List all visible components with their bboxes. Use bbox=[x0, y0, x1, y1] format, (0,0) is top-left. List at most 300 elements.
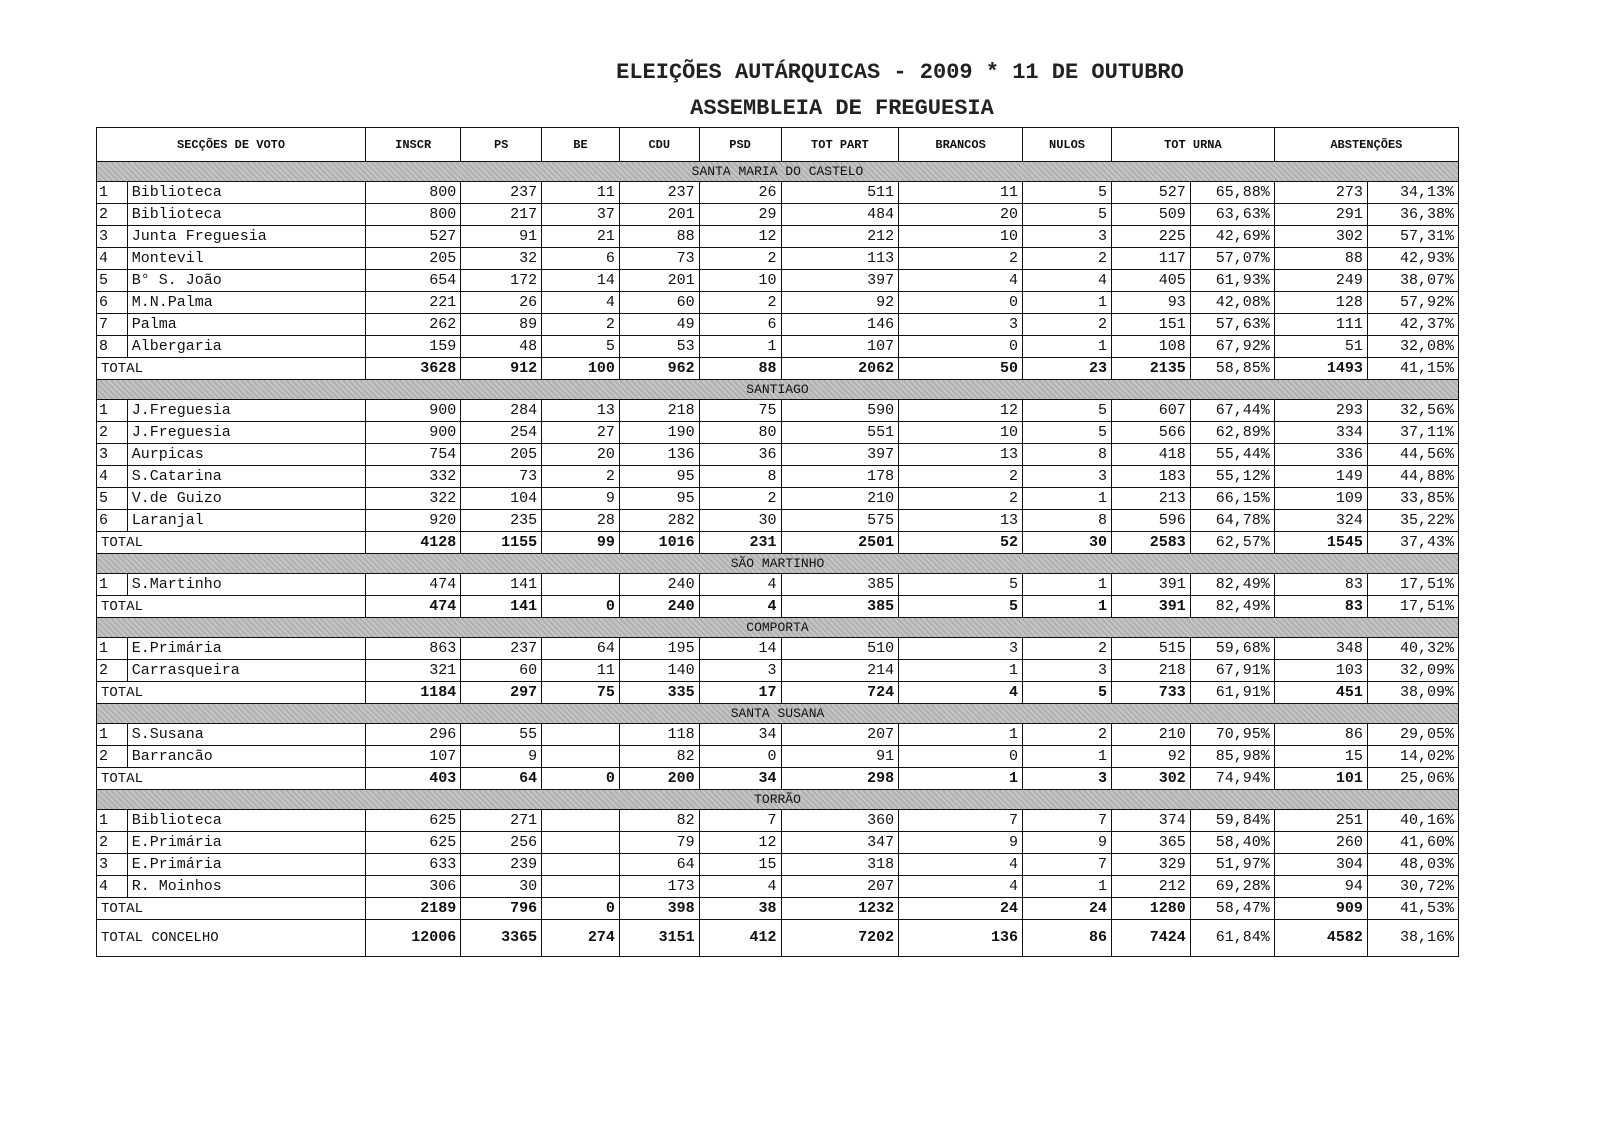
cell-psd: 1 bbox=[699, 336, 781, 358]
cell-psd: 4 bbox=[699, 876, 781, 898]
cell-tot: 590 bbox=[781, 400, 899, 422]
cell-abst: 94 bbox=[1274, 876, 1367, 898]
row-number: 3 bbox=[97, 226, 128, 248]
total-psd: 88 bbox=[699, 358, 781, 380]
cell-psd: 10 bbox=[699, 270, 781, 292]
total-psd: 38 bbox=[699, 898, 781, 920]
cell-inscr: 920 bbox=[366, 510, 461, 532]
cell-ps: 104 bbox=[461, 488, 542, 510]
cell-abst: 86 bbox=[1274, 724, 1367, 746]
total-abst-pct: 38,09% bbox=[1367, 682, 1458, 704]
row-number: 1 bbox=[97, 810, 128, 832]
grand-inscr: 12006 bbox=[366, 920, 461, 957]
cell-cdu: 49 bbox=[619, 314, 699, 336]
table-row bbox=[97, 832, 1459, 854]
cell-urna: 218 bbox=[1112, 660, 1191, 682]
cell-ps: 89 bbox=[461, 314, 542, 336]
total-label: TOTAL bbox=[97, 596, 366, 618]
cell-cdu: 136 bbox=[619, 444, 699, 466]
cell-be bbox=[542, 574, 620, 596]
section-total-row bbox=[97, 768, 1459, 790]
polling-station: R. Moinhos bbox=[127, 876, 365, 898]
cell-inscr: 625 bbox=[366, 810, 461, 832]
row-number: 1 bbox=[97, 182, 128, 204]
total-abst: 83 bbox=[1274, 596, 1367, 618]
total-be: 75 bbox=[542, 682, 620, 704]
cell-urna-pct: 61,93% bbox=[1190, 270, 1274, 292]
cell-nulos: 3 bbox=[1023, 466, 1112, 488]
cell-tot: 397 bbox=[781, 270, 899, 292]
cell-psd: 29 bbox=[699, 204, 781, 226]
cell-psd: 4 bbox=[699, 574, 781, 596]
cell-psd: 12 bbox=[699, 832, 781, 854]
table-row bbox=[97, 854, 1459, 876]
table-body bbox=[97, 162, 1459, 920]
cell-cdu: 237 bbox=[619, 182, 699, 204]
total-tot: 298 bbox=[781, 768, 899, 790]
cell-be bbox=[542, 724, 620, 746]
cell-cdu: 173 bbox=[619, 876, 699, 898]
cell-brancos: 13 bbox=[899, 510, 1023, 532]
cell-abst-pct: 29,05% bbox=[1367, 724, 1458, 746]
total-ps: 64 bbox=[461, 768, 542, 790]
total-inscr: 403 bbox=[366, 768, 461, 790]
cell-nulos: 9 bbox=[1023, 832, 1112, 854]
cell-abst: 128 bbox=[1274, 292, 1367, 314]
cell-nulos: 1 bbox=[1023, 336, 1112, 358]
total-inscr: 2189 bbox=[366, 898, 461, 920]
total-inscr: 1184 bbox=[366, 682, 461, 704]
total-tot: 724 bbox=[781, 682, 899, 704]
cell-tot: 210 bbox=[781, 488, 899, 510]
table-row bbox=[97, 746, 1459, 768]
cell-abst-pct: 14,02% bbox=[1367, 746, 1458, 768]
cell-ps: 141 bbox=[461, 574, 542, 596]
cell-tot: 113 bbox=[781, 248, 899, 270]
cell-be: 20 bbox=[542, 444, 620, 466]
cell-be: 6 bbox=[542, 248, 620, 270]
total-abst: 909 bbox=[1274, 898, 1367, 920]
cell-tot: 360 bbox=[781, 810, 899, 832]
cell-tot: 484 bbox=[781, 204, 899, 226]
cell-tot: 212 bbox=[781, 226, 899, 248]
cell-abst-pct: 36,38% bbox=[1367, 204, 1458, 226]
cell-abst: 251 bbox=[1274, 810, 1367, 832]
row-number: 4 bbox=[97, 248, 128, 270]
cell-ps: 73 bbox=[461, 466, 542, 488]
cell-abst: 88 bbox=[1274, 248, 1367, 270]
cell-abst: 273 bbox=[1274, 182, 1367, 204]
cell-cdu: 82 bbox=[619, 746, 699, 768]
total-abst-pct: 41,53% bbox=[1367, 898, 1458, 920]
cell-abst: 15 bbox=[1274, 746, 1367, 768]
section-header-row bbox=[97, 162, 1459, 182]
cell-abst: 260 bbox=[1274, 832, 1367, 854]
row-number: 5 bbox=[97, 488, 128, 510]
cell-abst-pct: 37,11% bbox=[1367, 422, 1458, 444]
total-label: TOTAL bbox=[97, 768, 366, 790]
grand-ps: 3365 bbox=[461, 920, 542, 957]
section-name: COMPORTA bbox=[97, 618, 1459, 638]
cell-urna-pct: 67,92% bbox=[1190, 336, 1274, 358]
total-urna-pct: 58,47% bbox=[1190, 898, 1274, 920]
total-tot: 2501 bbox=[781, 532, 899, 554]
total-brancos: 4 bbox=[899, 682, 1023, 704]
cell-brancos: 4 bbox=[899, 270, 1023, 292]
cell-nulos: 1 bbox=[1023, 488, 1112, 510]
cell-abst-pct: 57,92% bbox=[1367, 292, 1458, 314]
cell-abst-pct: 32,56% bbox=[1367, 400, 1458, 422]
total-cdu: 962 bbox=[619, 358, 699, 380]
cell-cdu: 218 bbox=[619, 400, 699, 422]
grand-brancos: 136 bbox=[899, 920, 1023, 957]
total-nulos: 3 bbox=[1023, 768, 1112, 790]
cell-urna-pct: 57,07% bbox=[1190, 248, 1274, 270]
cell-urna: 418 bbox=[1112, 444, 1191, 466]
total-ps: 297 bbox=[461, 682, 542, 704]
cell-abst: 348 bbox=[1274, 638, 1367, 660]
cell-inscr: 527 bbox=[366, 226, 461, 248]
row-number: 2 bbox=[97, 746, 128, 768]
table-row bbox=[97, 204, 1459, 226]
table-row bbox=[97, 248, 1459, 270]
cell-urna: 509 bbox=[1112, 204, 1191, 226]
cell-psd: 2 bbox=[699, 248, 781, 270]
cell-urna: 527 bbox=[1112, 182, 1191, 204]
total-label: TOTAL bbox=[97, 358, 366, 380]
cell-brancos: 4 bbox=[899, 854, 1023, 876]
cell-abst: 293 bbox=[1274, 400, 1367, 422]
cell-ps: 256 bbox=[461, 832, 542, 854]
section-header-row bbox=[97, 380, 1459, 400]
cell-tot: 511 bbox=[781, 182, 899, 204]
total-psd: 34 bbox=[699, 768, 781, 790]
grand-urna: 7424 bbox=[1112, 920, 1191, 957]
cell-abst: 51 bbox=[1274, 336, 1367, 358]
table-row bbox=[97, 182, 1459, 204]
cell-cdu: 82 bbox=[619, 810, 699, 832]
cell-abst: 334 bbox=[1274, 422, 1367, 444]
cell-tot: 214 bbox=[781, 660, 899, 682]
cell-tot: 575 bbox=[781, 510, 899, 532]
cell-ps: 254 bbox=[461, 422, 542, 444]
section-total-row bbox=[97, 898, 1459, 920]
cell-ps: 60 bbox=[461, 660, 542, 682]
polling-station: Aurpicas bbox=[127, 444, 365, 466]
cell-be: 37 bbox=[542, 204, 620, 226]
total-urna: 2135 bbox=[1112, 358, 1191, 380]
cell-ps: 235 bbox=[461, 510, 542, 532]
cell-abst-pct: 42,93% bbox=[1367, 248, 1458, 270]
cell-nulos: 2 bbox=[1023, 724, 1112, 746]
polling-station: Junta Freguesia bbox=[127, 226, 365, 248]
row-number: 6 bbox=[97, 292, 128, 314]
results-table bbox=[96, 127, 1459, 957]
total-abst-pct: 41,15% bbox=[1367, 358, 1458, 380]
row-number: 2 bbox=[97, 660, 128, 682]
cell-abst-pct: 34,13% bbox=[1367, 182, 1458, 204]
cell-nulos: 5 bbox=[1023, 182, 1112, 204]
cell-urna: 405 bbox=[1112, 270, 1191, 292]
table-row bbox=[97, 510, 1459, 532]
cell-nulos: 2 bbox=[1023, 248, 1112, 270]
cell-ps: 237 bbox=[461, 182, 542, 204]
cell-tot: 207 bbox=[781, 724, 899, 746]
row-number: 1 bbox=[97, 724, 128, 746]
section-total-row bbox=[97, 596, 1459, 618]
row-number: 5 bbox=[97, 270, 128, 292]
total-urna: 733 bbox=[1112, 682, 1191, 704]
total-urna-pct: 62,57% bbox=[1190, 532, 1274, 554]
grand-be: 274 bbox=[542, 920, 620, 957]
cell-abst-pct: 32,09% bbox=[1367, 660, 1458, 682]
total-inscr: 4128 bbox=[366, 532, 461, 554]
section-header-row bbox=[97, 554, 1459, 574]
cell-inscr: 754 bbox=[366, 444, 461, 466]
total-inscr: 3628 bbox=[366, 358, 461, 380]
header-cdu: CDU bbox=[619, 128, 699, 162]
cell-cdu: 140 bbox=[619, 660, 699, 682]
cell-inscr: 900 bbox=[366, 400, 461, 422]
total-urna-pct: 61,91% bbox=[1190, 682, 1274, 704]
cell-abst-pct: 57,31% bbox=[1367, 226, 1458, 248]
document-title: ELEIÇÕES AUTÁRQUICAS - 2009 * 11 DE OUTUBRO bbox=[616, 60, 1184, 85]
total-inscr: 474 bbox=[366, 596, 461, 618]
cell-tot: 91 bbox=[781, 746, 899, 768]
cell-psd: 34 bbox=[699, 724, 781, 746]
cell-cdu: 190 bbox=[619, 422, 699, 444]
cell-nulos: 7 bbox=[1023, 810, 1112, 832]
grand-abst-pct: 38,16% bbox=[1367, 920, 1458, 957]
cell-urna-pct: 82,49% bbox=[1190, 574, 1274, 596]
cell-ps: 271 bbox=[461, 810, 542, 832]
header-be: BE bbox=[542, 128, 620, 162]
cell-inscr: 107 bbox=[366, 746, 461, 768]
cell-nulos: 4 bbox=[1023, 270, 1112, 292]
section-name: SANTA SUSANA bbox=[97, 704, 1459, 724]
cell-brancos: 5 bbox=[899, 574, 1023, 596]
cell-brancos: 1 bbox=[899, 724, 1023, 746]
polling-station: E.Primária bbox=[127, 638, 365, 660]
cell-ps: 284 bbox=[461, 400, 542, 422]
cell-psd: 15 bbox=[699, 854, 781, 876]
cell-abst: 249 bbox=[1274, 270, 1367, 292]
cell-be: 28 bbox=[542, 510, 620, 532]
total-cdu: 1016 bbox=[619, 532, 699, 554]
cell-be: 2 bbox=[542, 466, 620, 488]
cell-urna-pct: 63,63% bbox=[1190, 204, 1274, 226]
header-nulos: NULOS bbox=[1023, 128, 1112, 162]
header-seccoes: SECÇÕES DE VOTO bbox=[97, 128, 366, 162]
cell-urna-pct: 58,40% bbox=[1190, 832, 1274, 854]
cell-brancos: 1 bbox=[899, 660, 1023, 682]
cell-urna-pct: 62,89% bbox=[1190, 422, 1274, 444]
cell-ps: 237 bbox=[461, 638, 542, 660]
cell-inscr: 221 bbox=[366, 292, 461, 314]
cell-be bbox=[542, 832, 620, 854]
cell-psd: 2 bbox=[699, 488, 781, 510]
cell-tot: 178 bbox=[781, 466, 899, 488]
cell-abst-pct: 17,51% bbox=[1367, 574, 1458, 596]
row-number: 1 bbox=[97, 400, 128, 422]
table-row bbox=[97, 400, 1459, 422]
cell-urna: 92 bbox=[1112, 746, 1191, 768]
total-abst: 451 bbox=[1274, 682, 1367, 704]
cell-urna: 213 bbox=[1112, 488, 1191, 510]
cell-inscr: 332 bbox=[366, 466, 461, 488]
cell-be bbox=[542, 854, 620, 876]
cell-brancos: 0 bbox=[899, 336, 1023, 358]
header-tot-part: TOT PART bbox=[781, 128, 899, 162]
cell-urna-pct: 67,91% bbox=[1190, 660, 1274, 682]
cell-nulos: 1 bbox=[1023, 746, 1112, 768]
cell-abst: 83 bbox=[1274, 574, 1367, 596]
total-nulos: 5 bbox=[1023, 682, 1112, 704]
row-number: 4 bbox=[97, 876, 128, 898]
cell-urna: 566 bbox=[1112, 422, 1191, 444]
cell-be: 21 bbox=[542, 226, 620, 248]
cell-urna-pct: 57,63% bbox=[1190, 314, 1274, 336]
cell-psd: 8 bbox=[699, 466, 781, 488]
cell-be: 11 bbox=[542, 660, 620, 682]
header-inscr: INSCR bbox=[366, 128, 461, 162]
grand-cdu: 3151 bbox=[619, 920, 699, 957]
total-urna: 391 bbox=[1112, 596, 1191, 618]
cell-abst-pct: 44,56% bbox=[1367, 444, 1458, 466]
cell-urna: 391 bbox=[1112, 574, 1191, 596]
header-row bbox=[97, 128, 1459, 162]
cell-cdu: 118 bbox=[619, 724, 699, 746]
total-abst-pct: 25,06% bbox=[1367, 768, 1458, 790]
total-label: TOTAL bbox=[97, 898, 366, 920]
cell-nulos: 3 bbox=[1023, 226, 1112, 248]
cell-abst: 103 bbox=[1274, 660, 1367, 682]
row-number: 3 bbox=[97, 444, 128, 466]
total-ps: 141 bbox=[461, 596, 542, 618]
document-subtitle: ASSEMBLEIA DE FREGUESIA bbox=[690, 96, 994, 121]
cell-urna-pct: 55,44% bbox=[1190, 444, 1274, 466]
cell-tot: 207 bbox=[781, 876, 899, 898]
cell-brancos: 7 bbox=[899, 810, 1023, 832]
cell-brancos: 13 bbox=[899, 444, 1023, 466]
row-number: 4 bbox=[97, 466, 128, 488]
total-urna-pct: 58,85% bbox=[1190, 358, 1274, 380]
cell-brancos: 4 bbox=[899, 876, 1023, 898]
cell-urna-pct: 65,88% bbox=[1190, 182, 1274, 204]
cell-cdu: 88 bbox=[619, 226, 699, 248]
cell-urna: 212 bbox=[1112, 876, 1191, 898]
cell-tot: 92 bbox=[781, 292, 899, 314]
cell-cdu: 282 bbox=[619, 510, 699, 532]
cell-brancos: 12 bbox=[899, 400, 1023, 422]
header-tot-urna: TOT URNA bbox=[1112, 128, 1275, 162]
total-urna-pct: 82,49% bbox=[1190, 596, 1274, 618]
cell-psd: 26 bbox=[699, 182, 781, 204]
row-number: 2 bbox=[97, 204, 128, 226]
cell-nulos: 3 bbox=[1023, 660, 1112, 682]
cell-be: 27 bbox=[542, 422, 620, 444]
cell-brancos: 3 bbox=[899, 314, 1023, 336]
cell-urna-pct: 67,44% bbox=[1190, 400, 1274, 422]
table-row bbox=[97, 810, 1459, 832]
cell-abst-pct: 48,03% bbox=[1367, 854, 1458, 876]
cell-inscr: 474 bbox=[366, 574, 461, 596]
cell-urna: 210 bbox=[1112, 724, 1191, 746]
cell-be: 2 bbox=[542, 314, 620, 336]
cell-tot: 551 bbox=[781, 422, 899, 444]
cell-urna-pct: 42,69% bbox=[1190, 226, 1274, 248]
total-brancos: 5 bbox=[899, 596, 1023, 618]
total-tot: 1232 bbox=[781, 898, 899, 920]
cell-nulos: 8 bbox=[1023, 444, 1112, 466]
cell-abst-pct: 33,85% bbox=[1367, 488, 1458, 510]
cell-abst-pct: 40,16% bbox=[1367, 810, 1458, 832]
cell-abst-pct: 42,37% bbox=[1367, 314, 1458, 336]
total-brancos: 24 bbox=[899, 898, 1023, 920]
cell-psd: 0 bbox=[699, 746, 781, 768]
total-urna: 302 bbox=[1112, 768, 1191, 790]
cell-cdu: 53 bbox=[619, 336, 699, 358]
row-number: 3 bbox=[97, 854, 128, 876]
polling-station: Biblioteca bbox=[127, 204, 365, 226]
cell-be: 64 bbox=[542, 638, 620, 660]
total-nulos: 30 bbox=[1023, 532, 1112, 554]
cell-abst: 291 bbox=[1274, 204, 1367, 226]
total-cdu: 398 bbox=[619, 898, 699, 920]
cell-urna-pct: 59,84% bbox=[1190, 810, 1274, 832]
cell-nulos: 5 bbox=[1023, 204, 1112, 226]
cell-tot: 347 bbox=[781, 832, 899, 854]
section-name: SANTA MARIA DO CASTELO bbox=[97, 162, 1459, 182]
cell-cdu: 73 bbox=[619, 248, 699, 270]
cell-urna-pct: 42,08% bbox=[1190, 292, 1274, 314]
cell-ps: 32 bbox=[461, 248, 542, 270]
polling-station: Biblioteca bbox=[127, 182, 365, 204]
cell-ps: 91 bbox=[461, 226, 542, 248]
total-ps: 796 bbox=[461, 898, 542, 920]
section-header-row bbox=[97, 704, 1459, 724]
cell-tot: 385 bbox=[781, 574, 899, 596]
cell-inscr: 296 bbox=[366, 724, 461, 746]
cell-urna: 329 bbox=[1112, 854, 1191, 876]
total-be: 0 bbox=[542, 898, 620, 920]
cell-urna: 515 bbox=[1112, 638, 1191, 660]
total-psd: 231 bbox=[699, 532, 781, 554]
cell-urna: 93 bbox=[1112, 292, 1191, 314]
polling-station: S.Martinho bbox=[127, 574, 365, 596]
total-urna-pct: 74,94% bbox=[1190, 768, 1274, 790]
cell-brancos: 0 bbox=[899, 292, 1023, 314]
header-ps: PS bbox=[461, 128, 542, 162]
cell-nulos: 5 bbox=[1023, 400, 1112, 422]
grand-nulos: 86 bbox=[1023, 920, 1112, 957]
cell-inscr: 321 bbox=[366, 660, 461, 682]
cell-cdu: 195 bbox=[619, 638, 699, 660]
cell-nulos: 2 bbox=[1023, 638, 1112, 660]
total-cdu: 240 bbox=[619, 596, 699, 618]
cell-abst: 149 bbox=[1274, 466, 1367, 488]
total-brancos: 1 bbox=[899, 768, 1023, 790]
cell-psd: 30 bbox=[699, 510, 781, 532]
cell-tot: 146 bbox=[781, 314, 899, 336]
total-tot: 385 bbox=[781, 596, 899, 618]
cell-cdu: 201 bbox=[619, 270, 699, 292]
row-number: 2 bbox=[97, 832, 128, 854]
cell-abst-pct: 38,07% bbox=[1367, 270, 1458, 292]
polling-station: S.Catarina bbox=[127, 466, 365, 488]
grand-total-label: TOTAL CONCELHO bbox=[97, 920, 366, 957]
cell-urna-pct: 85,98% bbox=[1190, 746, 1274, 768]
